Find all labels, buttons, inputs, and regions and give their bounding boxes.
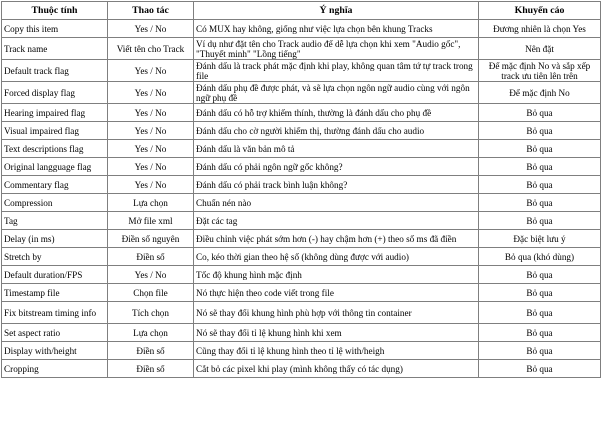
cell-recommendation: Bỏ qua	[479, 266, 601, 284]
cell-recommendation: Để mặc định No	[479, 82, 601, 104]
header-recommendation: Khuyến cáo	[479, 2, 601, 20]
cell-property: Delay (in ms)	[2, 230, 108, 248]
cell-meaning: Đánh dấu có phải ngôn ngữ gốc không?	[194, 158, 479, 176]
cell-action: Điền số nguyên	[108, 230, 194, 248]
cell-action: Yes / No	[108, 140, 194, 158]
cell-meaning: Co, kéo thời gian theo hệ số (không dùng được với audio)	[194, 248, 479, 266]
cell-property: Stretch by	[2, 248, 108, 266]
cell-recommendation: Bỏ qua	[479, 140, 601, 158]
cell-property: Timestamp file	[2, 284, 108, 302]
cell-meaning: Đặt các tag	[194, 212, 479, 230]
cell-recommendation: Bỏ qua	[479, 176, 601, 194]
cell-property: Hearing impaired flag	[2, 104, 108, 122]
cell-action: Yes / No	[108, 176, 194, 194]
table-row	[2, 60, 601, 82]
cell-action: Mở file xml	[108, 212, 194, 230]
cell-action: Lựa chọn	[108, 194, 194, 212]
cell-property: Compression	[2, 194, 108, 212]
table-row	[2, 284, 601, 302]
table-row	[2, 194, 601, 212]
table-row	[2, 212, 601, 230]
cell-meaning: Nó thực hiện theo code viết trong file	[194, 284, 479, 302]
cell-action: Điền số	[108, 360, 194, 378]
table-row	[2, 302, 601, 324]
cell-property: Default duration/FPS	[2, 266, 108, 284]
table-row	[2, 158, 601, 176]
cell-recommendation: Bỏ qua	[479, 302, 601, 324]
cell-meaning: Nó sẽ thay đổi tỉ lệ khung hình khi xem	[194, 324, 479, 342]
cell-meaning: Đánh dấu là track phát mặc định khi play, không quan tâm tứ tự track trong file	[194, 60, 479, 82]
cell-action: Yes / No	[108, 266, 194, 284]
cell-meaning: Chuẩn nén nào	[194, 194, 479, 212]
cell-property: Default track flag	[2, 60, 108, 82]
cell-property: Fix bitstream timing info	[2, 302, 108, 324]
cell-property: Original langguage flag	[2, 158, 108, 176]
cell-recommendation: Nên đặt	[479, 38, 601, 60]
cell-property: Set aspect ratio	[2, 324, 108, 342]
cell-action: Chọn file	[108, 284, 194, 302]
cell-action: Lựa chọn	[108, 324, 194, 342]
table-row	[2, 324, 601, 342]
cell-meaning: Đánh dấu là văn bản mô tả	[194, 140, 479, 158]
cell-action: Yes / No	[108, 60, 194, 82]
cell-recommendation: Bỏ qua	[479, 194, 601, 212]
cell-meaning: Đánh dấu cho cờ người khiếm thị, thường đánh dấu cho audio	[194, 122, 479, 140]
cell-meaning: Nó sẽ thay đổi khung hình phù hợp với thông tin container	[194, 302, 479, 324]
table-row	[2, 266, 601, 284]
cell-meaning: Ví dụ như đặt tên cho Track audio để dễ lựa chọn khi xem "Audio gốc", "Thuyết minh" "Lồng tiếng"	[194, 38, 479, 60]
cell-property: Tag	[2, 212, 108, 230]
cell-action: Tích chọn	[108, 302, 194, 324]
table-row	[2, 122, 601, 140]
table-row	[2, 360, 601, 378]
header-action: Thao tác	[108, 2, 194, 20]
cell-recommendation: Bỏ qua	[479, 324, 601, 342]
table-row	[2, 82, 601, 104]
cell-recommendation: Bỏ qua (khó dùng)	[479, 248, 601, 266]
table-row	[2, 38, 601, 60]
cell-recommendation: Bỏ qua	[479, 342, 601, 360]
cell-recommendation: Bỏ qua	[479, 284, 601, 302]
cell-recommendation: Bỏ qua	[479, 122, 601, 140]
cell-recommendation: Bỏ qua	[479, 212, 601, 230]
cell-recommendation: Bỏ qua	[479, 158, 601, 176]
cell-action: Điền số	[108, 248, 194, 266]
cell-meaning: Đánh dấu phụ đề được phát, và sẽ lựa chọn ngôn ngữ audio cùng với ngôn ngữ phụ đề	[194, 82, 479, 104]
cell-action: Yes / No	[108, 20, 194, 38]
cell-property: Display with/height	[2, 342, 108, 360]
table-row	[2, 104, 601, 122]
cell-property: Forced display flag	[2, 82, 108, 104]
table-header-row	[2, 2, 601, 20]
cell-meaning: Đánh dấu có phải track bình luận không?	[194, 176, 479, 194]
properties-table	[1, 1, 601, 378]
cell-property: Cropping	[2, 360, 108, 378]
cell-property: Text descriptions flag	[2, 140, 108, 158]
cell-meaning: Cắt bỏ các pixel khi play (mình không thấy có tác dụng)	[194, 360, 479, 378]
cell-action: Yes / No	[108, 158, 194, 176]
table-row	[2, 248, 601, 266]
header-meaning: Ý nghĩa	[194, 2, 479, 20]
table-row	[2, 342, 601, 360]
table-row	[2, 20, 601, 38]
cell-property: Track name	[2, 38, 108, 60]
cell-meaning: Cũng thay đổi tỉ lệ khung hình theo tỉ lệ with/heigh	[194, 342, 479, 360]
cell-action: Yes / No	[108, 82, 194, 104]
cell-action: Điền số	[108, 342, 194, 360]
cell-recommendation: Bỏ qua	[479, 104, 601, 122]
cell-property: Commentary flag	[2, 176, 108, 194]
cell-meaning: Điều chỉnh việc phát sớm hơn (-) hay chậm hơn (+) theo số ms đã điền	[194, 230, 479, 248]
cell-property: Visual impaired flag	[2, 122, 108, 140]
cell-action: Yes / No	[108, 122, 194, 140]
cell-meaning: Đánh dấu có hỗ trợ khiếm thính, thường là đánh dấu cho phụ đề	[194, 104, 479, 122]
cell-recommendation: Bỏ qua	[479, 360, 601, 378]
table-row	[2, 140, 601, 158]
table-row	[2, 176, 601, 194]
cell-recommendation: Để mặc định No và sắp xếp track ưu tiên lên trên	[479, 60, 601, 82]
cell-action: Yes / No	[108, 104, 194, 122]
cell-property: Copy this item	[2, 20, 108, 38]
cell-meaning: Tốc độ khung hình mặc định	[194, 266, 479, 284]
table-row	[2, 230, 601, 248]
cell-recommendation: Đặc biệt lưu ý	[479, 230, 601, 248]
header-property: Thuộc tính	[2, 2, 108, 20]
cell-meaning: Có MUX hay không, giống như việc lựa chọn bên khung Tracks	[194, 20, 479, 38]
cell-action: Viết tên cho Track	[108, 38, 194, 60]
cell-recommendation: Đương nhiên là chọn Yes	[479, 20, 601, 38]
